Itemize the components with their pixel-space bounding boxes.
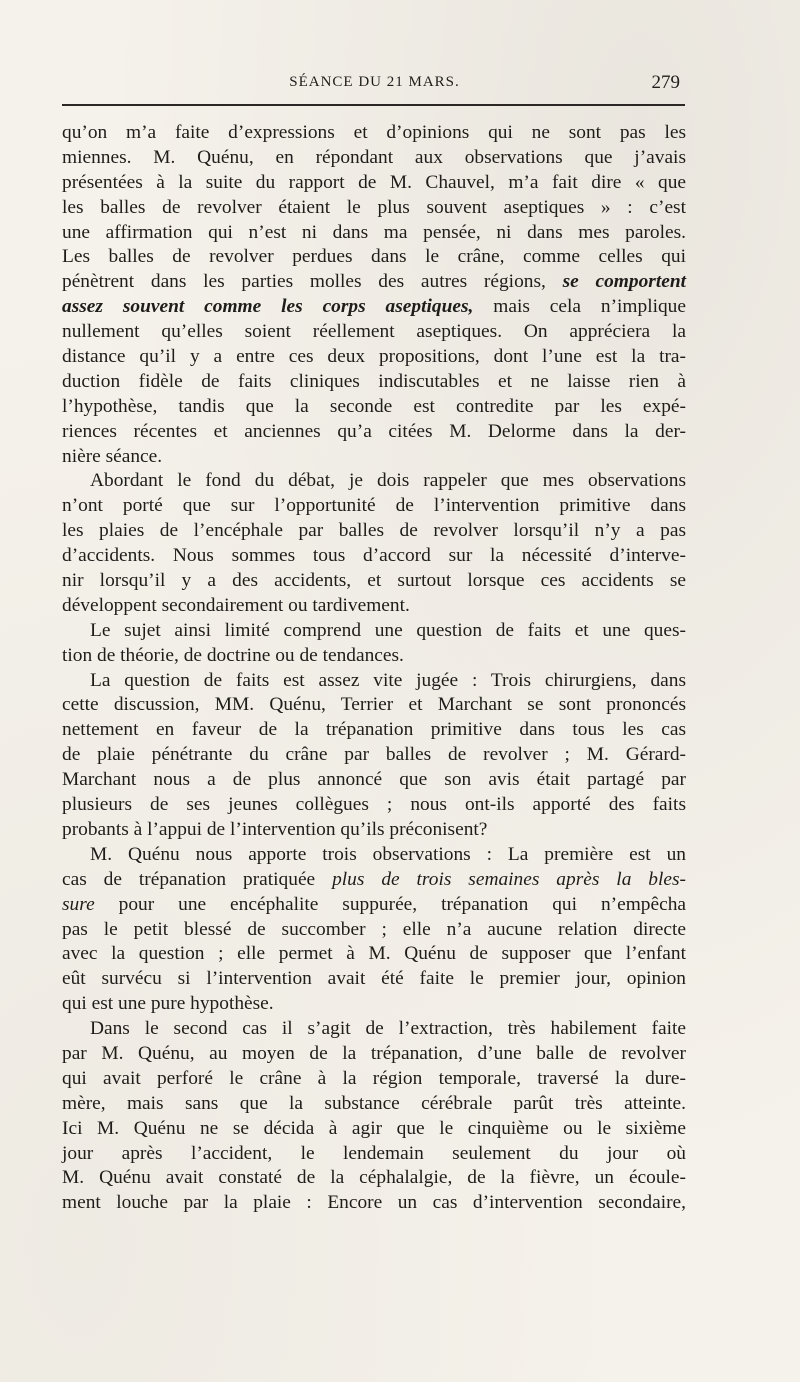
text-line [62, 295, 686, 320]
text-line: développent secondairement ou tardivement. [62, 594, 410, 616]
text-line: cette discussion, MM. Quénu, Terrier et Marchant se sont prononcés [62, 694, 686, 716]
text-line: une affirmation qui n’est ni dans ma pensée, ni dans mes paroles. [62, 221, 686, 243]
text-line: distance qu’il y a entre ces deux propositions, dont l’une est la tra- [62, 346, 686, 368]
page-number: 279 [651, 72, 680, 93]
text-line: d’accidents. Nous sommes tous d’accord sur la nécessité d’interve- [62, 545, 686, 567]
text-line: miennes. M. Quénu, en répondant aux observations que j’avais [62, 146, 686, 168]
text-segment: mais cela n’implique [493, 296, 686, 318]
text-line: nir lorsqu’il y a des accidents, et surtout lorsque ces accidents se [62, 570, 686, 592]
text-line: M. Quénu nous apporte trois observations : La première est un [90, 843, 686, 865]
text-line [62, 270, 686, 295]
text-line: qu’on m’a faite d’expressions et d’opinions qui ne sont pas les [62, 122, 686, 143]
text-line: probants à l’appui de l’intervention qu’ils préconisent? [62, 818, 488, 840]
text-line: ment louche par la plaie : Encore un cas d’intervention secondaire, [62, 1192, 686, 1214]
text-segment: pénètrent dans les parties molles des autres régions, [62, 271, 546, 293]
text-line: les plaies de l’encéphale par balles de revolver lorsqu’il n’y a pas [62, 520, 686, 542]
text-line [62, 893, 686, 918]
text-line: nettement en faveur de la trépanation primitive dans tous les cas [62, 719, 686, 741]
text-line: nullement qu’elles soient réellement aseptiques. On appréciera la [62, 321, 686, 343]
text-line: M. Quénu avait constaté de la céphalalgie, de la fièvre, un écoule- [62, 1167, 686, 1189]
text-line: Marchant nous a de plus annoncé que son avis était partagé par [62, 769, 686, 791]
text-line: avec la question ; elle permet à M. Quénu de supposer que l’enfant [62, 943, 686, 965]
text-line: duction fidèle de faits cliniques indiscutables et ne laisse rien à [62, 370, 686, 392]
text-segment: cas de trépanation pratiquée [62, 868, 316, 890]
text-line: jour après l’accident, le lendemain seulement du jour où [62, 1142, 686, 1164]
text-line: riences récentes et anciennes qu’a citées M. Delorme dans la der- [62, 420, 686, 442]
text-line: Dans le second cas il s’agit de l’extraction, très habilement faite [90, 1018, 686, 1040]
text-line: Abordant le fond du débat, je dois rappeler que mes observations [90, 470, 686, 492]
text-line: l’hypothèse, tandis que la seconde est contredite par les expé- [62, 395, 686, 417]
text-line: les balles de revolver étaient le plus souvent aseptiques » : c’est [62, 196, 686, 218]
header-rule [62, 104, 685, 106]
text-line: La question de faits est assez vite jugée : Trois chirurgiens, dans [90, 669, 686, 691]
emphasis-text: sure [62, 893, 95, 915]
text-segment: pour une encéphalite suppurée, trépanation qui n’empêcha [118, 893, 686, 915]
text-line: Les balles de revolver perdues dans le crâne, comme celles qui [62, 246, 686, 268]
text-line: présentées à la suite du rapport de M. Chauvel, m’a fait dire « que [62, 171, 686, 193]
emphasis-text: assez souvent comme les corps aseptiques, [62, 296, 474, 318]
text-line: plusieurs de ses jeunes collègues ; nous ont-ils apporté des faits [62, 794, 686, 816]
text-line: par M. Quénu, au moyen de la trépanation, d’une balle de revolver [62, 1042, 686, 1064]
running-head: SÉANCE DU 21 MARS. [289, 74, 460, 90]
text-line: Le sujet ainsi limité comprend une question de faits et une ques- [90, 619, 686, 641]
text-line: tion de théorie, de doctrine ou de tendances. [62, 644, 404, 666]
text-line [62, 868, 686, 893]
emphasis-text: se comportent [562, 271, 686, 293]
body-text [62, 121, 686, 1216]
text-line: eût survécu si l’intervention avait été faite le premier jour, opinion [62, 968, 686, 990]
text-line: Ici M. Quénu ne se décida à agir que le cinquième ou le sixième [62, 1117, 686, 1139]
text-line: qui est une pure hypothèse. [62, 993, 274, 1015]
text-line: pas le petit blessé de succomber ; elle n’a aucune relation directe [62, 918, 686, 940]
text-line: n’ont porté que sur l’opportunité de l’intervention primitive dans [62, 495, 686, 517]
emphasis-text: plus de trois semaines après la bles- [332, 868, 686, 890]
text-line: qui avait perforé le crâne à la région temporale, traversé la dure- [62, 1067, 686, 1089]
page-header [65, 74, 684, 102]
text-line: nière séance. [62, 445, 163, 467]
text-line: de plaie pénétrante du crâne par balles de revolver ; M. Gérard- [62, 744, 686, 766]
text-line: mère, mais sans que la substance cérébrale parût très atteinte. [62, 1092, 686, 1114]
